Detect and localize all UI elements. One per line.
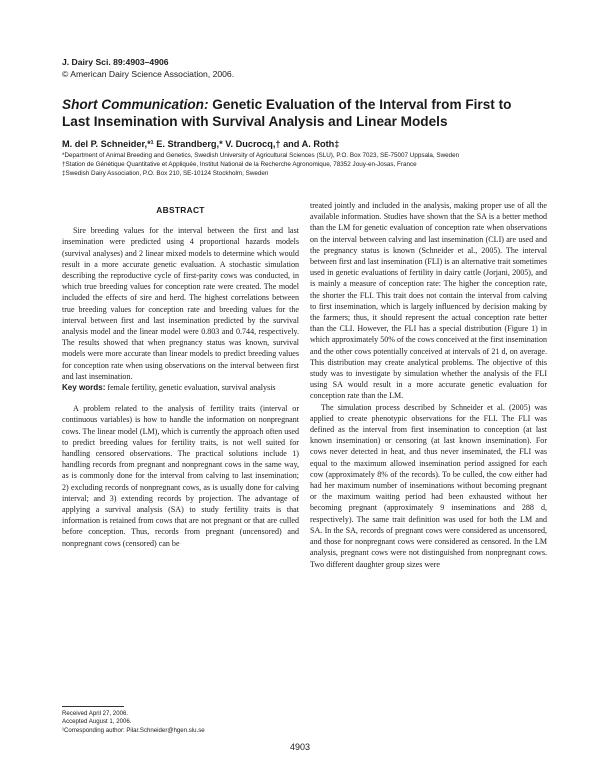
keywords-label: Key words:: [62, 383, 106, 393]
title-main: Genetic Evaluation of the Interval from First to Last Insemination with Survival Analysis and Linear Models: [62, 97, 512, 129]
author-list: M. del P. Schneider,*¹ E. Strandberg,* V. Ducrocq,† and A. Roth‡: [62, 139, 340, 149]
affiliation-3: ‡Swedish Dairy Association, P.O. Box 210, SE-10124 Stockholm, Sweden: [62, 170, 269, 177]
article-title: [62, 96, 542, 130]
right-column: [310, 200, 547, 570]
affiliation-1: *Department of Animal Breeding and Genetics, Swedish University of Agricultural Sciences (SLU), P.O. Box 7023, SE-75007 Uppsala, Sweden: [62, 152, 460, 159]
footnote-accepted: Accepted August 1, 2006.: [62, 718, 132, 726]
journal-citation: J. Dairy Sci. 89:4903–4906: [62, 57, 169, 67]
body-paragraph-intro: A problem related to the analysis of fertility traits (interval or continuous variables) is how to handle the information on nonpregnant cows. The linear model (LM), which is currently the approach often used to predict breeding values for fertility traits, is not well suited for handling censored observations. The practical solutions include 1) handling records from pregnant and nonpregnant cows in the same way, as is commonly done for the interval from calving to last insemination; 2) excluding records of nonpregnant cows, as is usually done for calving interval; and 3) extending records by projection. The advantage of applying a survival analysis (SA) to study fertility traits is that information is retained from cows that are not pregnant or that are culled before conception. Thus, records from pregnant (uncensored) and nonpregnant cows (censored) can be: [62, 404, 299, 548]
abstract-text: Sire breeding values for the interval between the first and last insemination were predicted using 4 proportional hazards models (survival analyses) and 2 linear mixed models to determine which would result in a more accurate genetic evaluation. A stochastic simulation describing the reproductive cycle of first-parity cows was conducted, in which true breeding values for conception rate were created. The model included the effects of sire and herd. The highest correlations between true breeding values for conception rate and breeding values for the interval between first and last insemination predicted by the survival analysis model and the linear model were 0.803 and 0.744, respectively. The results showed that when pregnancy status was known, survival models were more accurate than linear models to predict breeding values for conception rate when using observations on the interval between first and last insemination.: [62, 226, 299, 381]
body-paragraph-continued: treated jointly and included in the analysis, making proper use of all the available information. Studies have shown that the SA is a better method than the LM for genetic evaluation of conception rate when observations on the interval between calving and last insemination (CLI) are used and the pregnancy status is known (Schneider et al., 2005). The interval between first and last insemination (FLI) is an alternative trait sometimes used in genetic evaluations of fertility in dairy cattle (Jorjani, 2005), and is mainly a measure of conception rate: The higher the conception rate, the shorter the FLI. This trait does not contain the interval from calving to first insemination, which is largely influenced by decision making by the farmers; thus, it should represent the actual conception rate better than the CLI. However, the FLI has a special distribution (Figure 1) in which approximately 50% of the cows conceived at the first insemination and the other cows potentially conceived at intervals of 21 d, on average. This distribution may create analytical problems. The objective of this study was to investigate by simulation whether the analysis of the FLI using SA would result in a more accurate genetic evaluation for conception rate than the LM.: [310, 201, 547, 401]
keywords-list: female fertility, genetic evaluation, survival analysis: [105, 383, 276, 393]
footnote-received: Received April 27, 2006.: [62, 710, 129, 717]
abstract-heading: ABSTRACT: [156, 205, 205, 215]
affiliation-2: †Station de Génétique Quantitative et Appliquée, Institut National de la Recherche Agronomique, 78352 Jouy-en-Josas, France: [62, 161, 417, 168]
left-column: [62, 200, 299, 549]
footnotes: [62, 710, 205, 735]
affiliations: [62, 151, 552, 178]
keywords: [62, 382, 299, 393]
journal-header: [62, 56, 234, 80]
title-prefix: Short Communication:: [62, 97, 209, 112]
body-paragraph-simulation: The simulation process described by Schneider et al. (2005) was applied to create phenotypic observations for the FLI. The FLI was defined as the interval from first insemination to conception (at last known insemination) or censoring (at last known insemination). For cows never detected in heat, and thus never inseminated, the FLI was equal to the maximum allowed insemination period assigned for each cow (approximately 8% of the records). To be culled, the cow either had had her maximum number of inseminations without becoming pregnant or the maximum waiting period had been exhausted without her becoming pregnant (approximately 9 inseminations and 288 d, respectively). The same trait definition was used for both the LM and SA. In the SA, records of pregnant cows were considered as uncensored, and those for nonpregnant cows were considered as censored. In the LM analysis, pregnant cows were not distinguished from nonpregnant cows. Two different daughter group sizes were: [310, 402, 547, 569]
copyright-line: © American Dairy Science Association, 2006.: [62, 69, 235, 79]
footnote-corresponding-author: ¹Corresponding author: Pilar.Schneider@hgen.slu.se: [62, 726, 205, 734]
footnote-divider: [62, 706, 124, 707]
page-number: 4903: [289, 742, 311, 752]
